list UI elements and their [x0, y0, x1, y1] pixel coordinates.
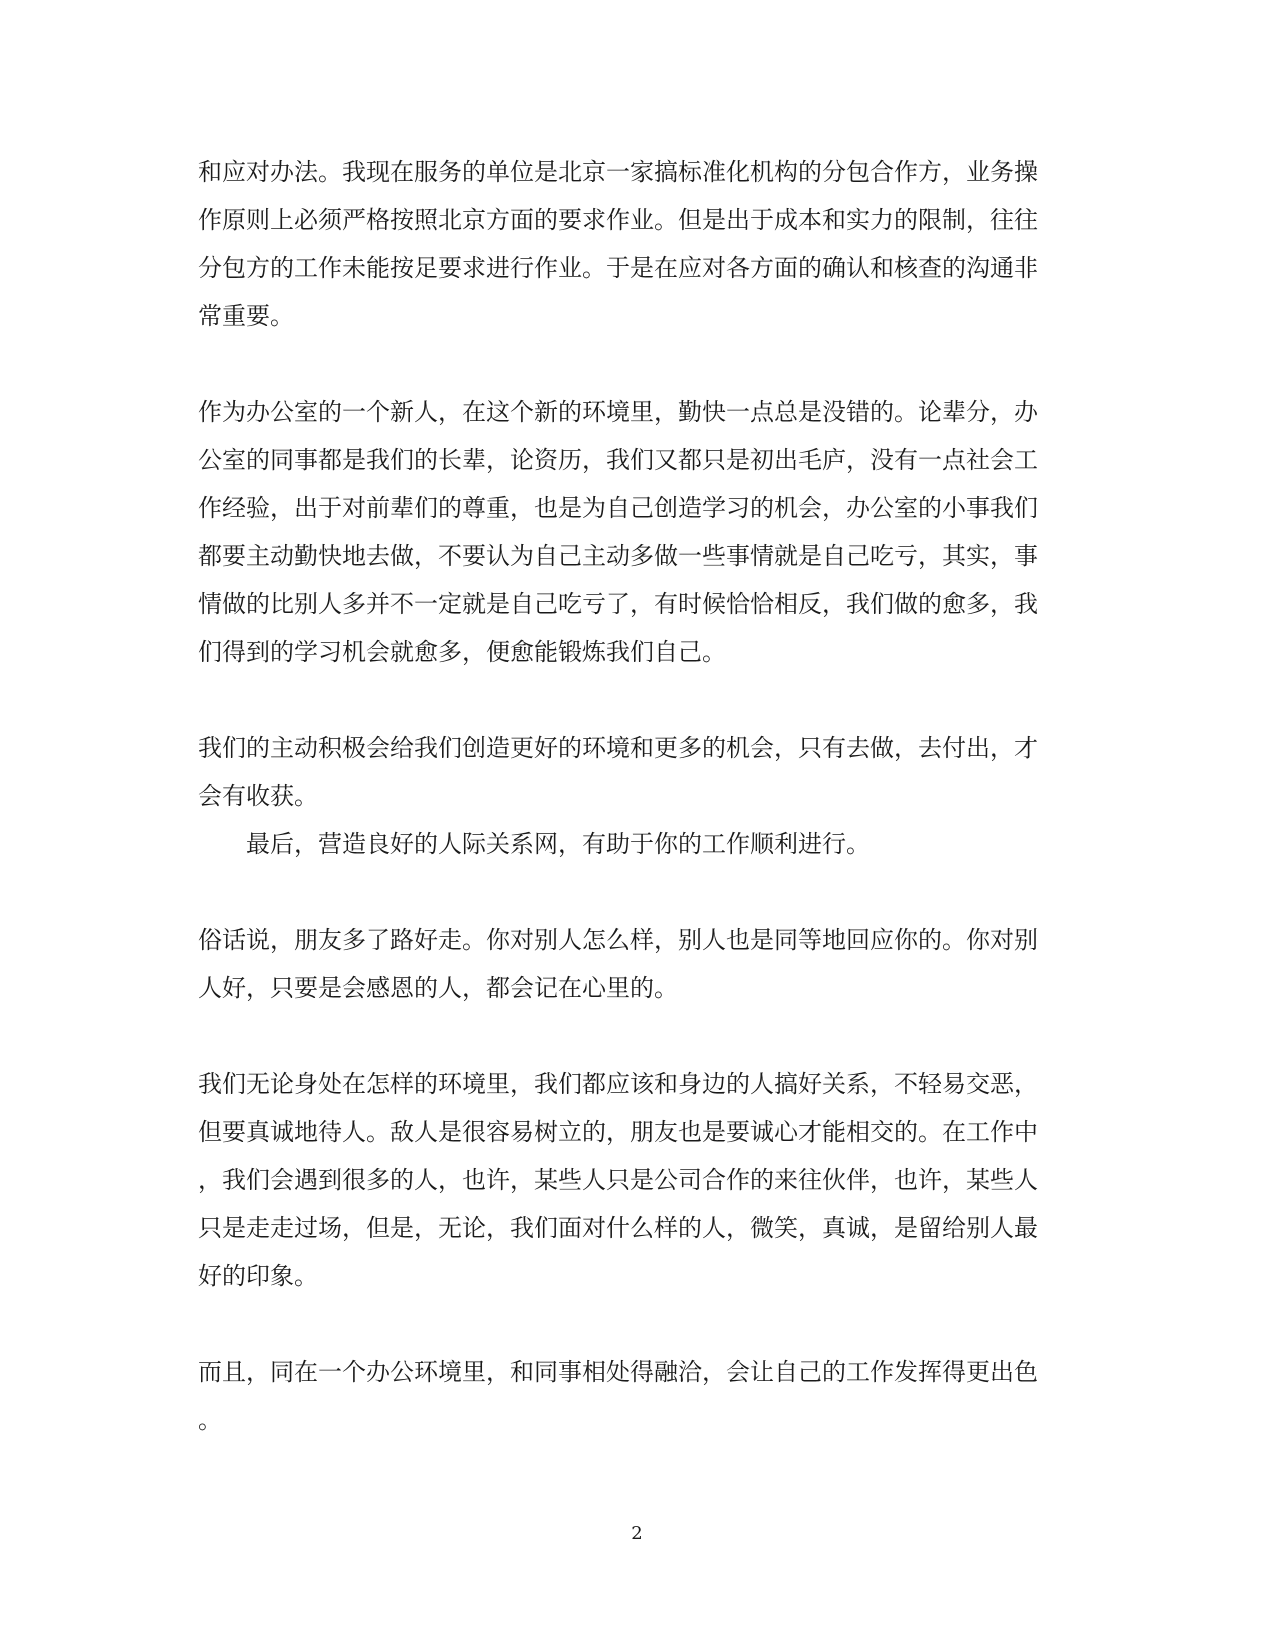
text-line: 人好，只要是会感恩的人，都会记在心里的。: [198, 974, 678, 1002]
text-line: 和应对办法。我现在服务的单位是北京一家搞标准化机构的分包合作方，业务操: [198, 158, 1038, 186]
text-line: 们得到的学习机会就愈多，便愈能锻炼我们自己。: [198, 638, 726, 666]
text-line: 分包方的工作未能按足要求进行作业。于是在应对各方面的确认和核查的沟通非: [198, 254, 1038, 282]
page-number: 2: [631, 1523, 643, 1544]
text-line: 但要真诚地待人。敌人是很容易树立的，朋友也是要诚心才能相交的。在工作中: [198, 1118, 1038, 1146]
text-line: 好的印象。: [198, 1262, 318, 1290]
text-line: 都要主动勤快地去做，不要认为自己主动多做一些事情就是自己吃亏，其实，事: [198, 542, 1038, 570]
text-line: 常重要。: [198, 302, 294, 330]
text-line: 俗话说，朋友多了路好走。你对别人怎么样，别人也是同等地回应你的。你对别: [198, 926, 1038, 954]
text-line: 而且，同在一个办公环境里，和同事相处得融洽，会让自己的工作发挥得更出色: [198, 1358, 1038, 1386]
text-line: 我们的主动积极会给我们创造更好的环境和更多的机会，只有去做，去付出，才: [198, 734, 1038, 762]
text-line: 会有收获。: [198, 782, 318, 810]
text-line: 我们无论身处在怎样的环境里，我们都应该和身边的人搞好关系，不轻易交恶，: [198, 1070, 1038, 1098]
text-line: 只是走走过场，但是，无论，我们面对什么样的人，微笑，真诚，是留给别人最: [198, 1214, 1038, 1242]
text-line: ，我们会遇到很多的人，也许，某些人只是公司合作的来往伙伴，也许，某些人: [198, 1166, 1038, 1194]
text-line: 公室的同事都是我们的长辈，论资历，我们又都只是初出毛庐，没有一点社会工: [198, 446, 1038, 474]
text-line: 情做的比别人多并不一定就是自己吃亏了，有时候恰恰相反，我们做的愈多，我: [198, 590, 1038, 618]
text-line: 作原则上必须严格按照北京方面的要求作业。但是出于成本和实力的限制，往往: [198, 206, 1038, 234]
text-line: 作为办公室的一个新人，在这个新的环境里，勤快一点总是没错的。论辈分，办: [198, 398, 1038, 426]
text-line: 。: [198, 1406, 222, 1434]
text-line: 最后，营造良好的人际关系网，有助于你的工作顺利进行。: [198, 830, 870, 858]
text-line: 作经验，出于对前辈们的尊重，也是为自己创造学习的机会，办公室的小事我们: [198, 494, 1038, 522]
